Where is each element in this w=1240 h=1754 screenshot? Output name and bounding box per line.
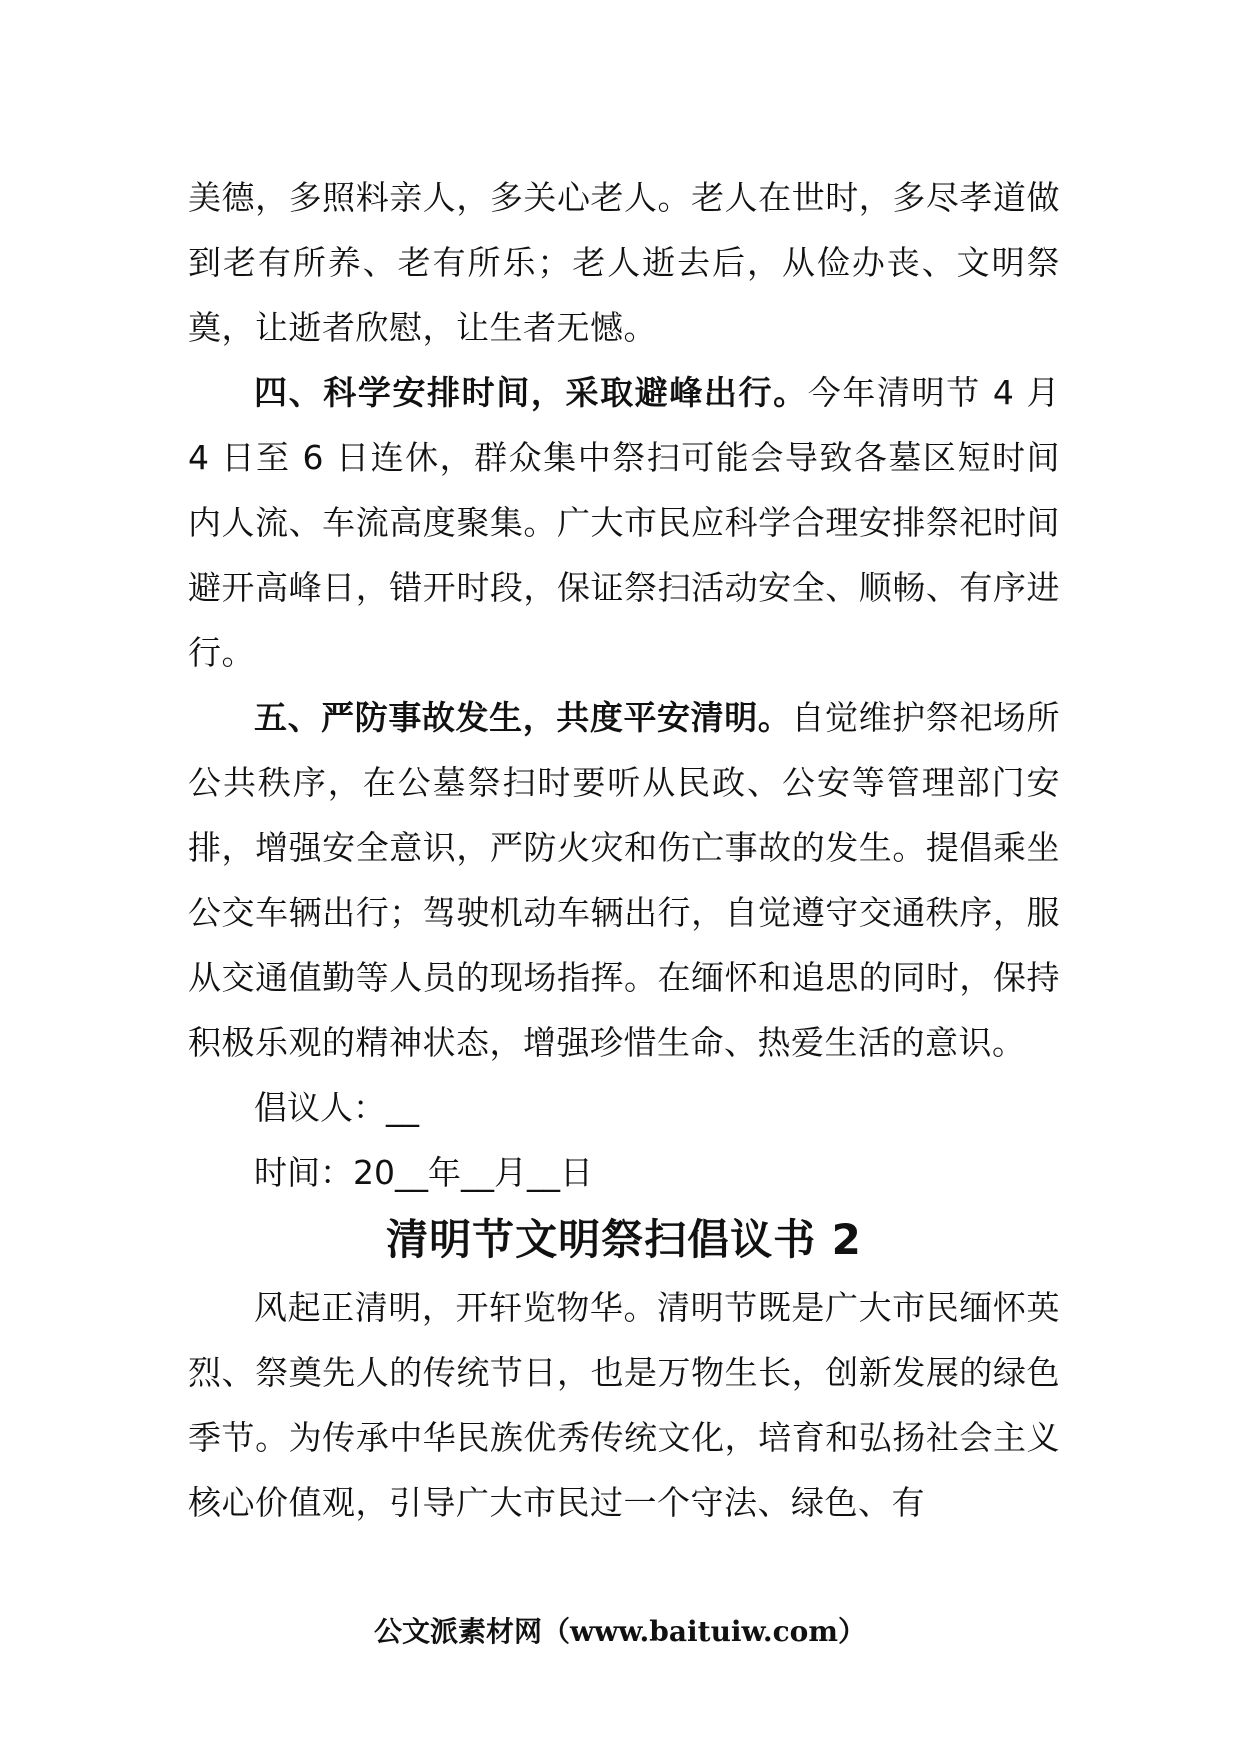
document-body [188,165,1060,1535]
document-title-2: 清明节文明祭扫倡议书 2 [386,1215,862,1264]
paragraph-section-5 [188,685,1060,1075]
signature-proposer: 倡议人：__ [254,1088,419,1127]
paragraph-section-4 [188,360,1060,685]
paragraph-intro-2: 风起正清明，开轩览物华。清明节既是广大市民缅怀英烈、祭奠先人的传统节日，也是万物生长，创新发展的绿色季节。为传承中华民族优秀传统文化，培育和弘扬社会主义核心价值观，引导广大市民过一个守法、绿色、有 [188,1288,1060,1522]
page-footer: 公文派素材网（www.baituiw.com） [374,1615,866,1648]
section-4-heading: 四、科学安排时间，采取避峰出行。 [254,373,808,412]
paragraph-continuation: 美德，多照料亲人，多关心老人。老人在世时，多尽孝道做到老有所养、老有所乐；老人逝去后，从俭办丧、文明祭奠，让逝者欣慰，让生者无憾。 [188,178,1060,347]
section-4-body: 今年清明节 4 月 4 日至 6 日连休，群众集中祭扫可能会导致各墓区短时间内人流、车流高度聚集。广大市民应科学合理安排祭祀时间避开高峰日，错开时段，保证祭扫活动安全、顺畅、有序进行。 [188,373,1060,672]
section-5-body: 自觉维护祭祀场所公共秩序，在公墓祭扫时要听从民政、公安等管理部门安排，增强安全意识，严防火灾和伤亡事故的发生。提倡乘坐公交车辆出行；驾驶机动车辆出行，自觉遵守交通秩序，服从交通值勤等人员的现场指挥。在缅怀和追思的同时，保持积极乐观的精神状态，增强珍惜生命、热爱生活的意识。 [188,698,1061,1062]
section-5-heading: 五、严防事故发生，共度平安清明。 [254,698,792,737]
signature-date: 时间：20__年__月__日 [254,1153,593,1192]
